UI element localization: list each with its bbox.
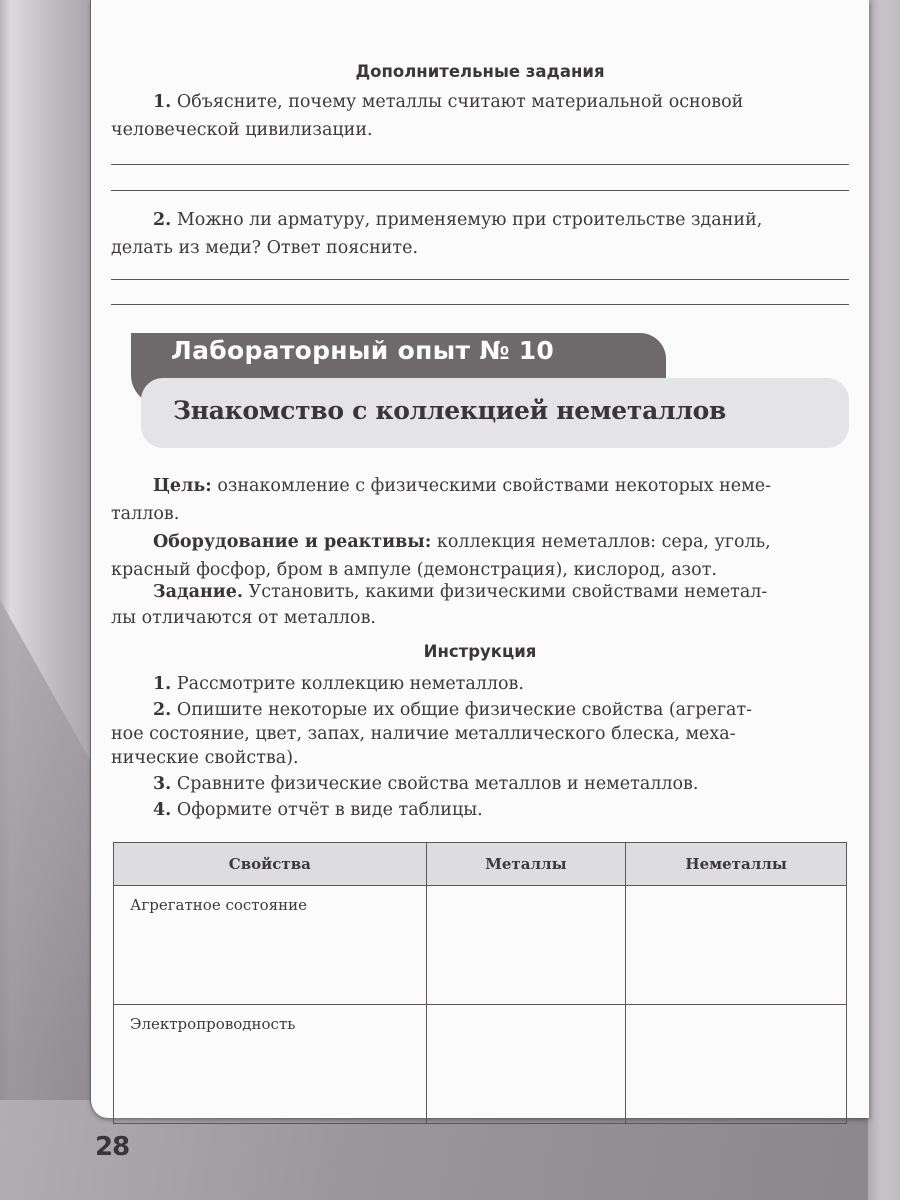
answer-line[interactable] [111, 190, 849, 191]
goal-label: Цель: [153, 476, 212, 496]
instruction-step-2-line-2: ное состояние, цвет, запах, наличие металлического блеска, меха- [111, 724, 736, 744]
instruction-step-3 [111, 770, 849, 798]
lab-goal [111, 472, 849, 500]
instructions-title: Инструкция [423, 642, 537, 661]
table-row [114, 886, 847, 1005]
step-text: Рассмотрите коллекцию неметаллов. [176, 674, 524, 694]
answer-line[interactable] [111, 304, 849, 305]
goal-text: ознакомление с физическими свойствами некоторых неме- [217, 476, 772, 496]
lab-task [111, 578, 849, 606]
header-metals: Металлы [426, 843, 626, 886]
step-text: Опишите некоторые их общие физические свойства (агрегат- [176, 700, 753, 720]
step-number: 2. [153, 700, 172, 720]
property-cell: Электропроводность [114, 1005, 427, 1124]
lab-title: Знакомство с коллекцией неметаллов [173, 396, 727, 425]
header-properties: Свойства [114, 843, 427, 886]
instruction-step-4 [111, 796, 849, 824]
table-header-row [114, 843, 847, 886]
instruction-step-2-line-3: нические свойства). [111, 748, 299, 768]
task-text: Объясните, почему металлы считают материальной основой [176, 92, 744, 112]
step-number: 4. [153, 800, 172, 820]
task-1-line-2: человеческой цивилизации. [111, 120, 373, 140]
step-text: Оформите отчёт в виде таблицы. [176, 800, 483, 820]
task-text: Установить, какими физическими свойствами неметал- [248, 582, 768, 602]
lab-task-line-2: лы отличаются от металлов. [111, 608, 376, 628]
answer-line[interactable] [111, 279, 849, 280]
answer-line[interactable] [111, 164, 849, 165]
task-text: Можно ли арматуру, применяемую при строительстве зданий, [176, 210, 763, 230]
background-right-strip [868, 0, 900, 1200]
page-number: 28 [95, 1132, 130, 1162]
task-label: Задание. [153, 582, 243, 602]
step-text: Сравните физические свойства металлов и неметаллов. [176, 774, 699, 794]
table-row [114, 1005, 847, 1124]
equipment-text: коллекция неметаллов: сера, уголь, [436, 532, 771, 552]
lab-goal-line-2: таллов. [111, 504, 180, 524]
step-number: 3. [153, 774, 172, 794]
workbook-page [90, 0, 869, 1118]
nonmetals-answer-cell[interactable] [626, 1005, 847, 1124]
task-1 [111, 88, 849, 116]
equipment-label: Оборудование и реактивы: [153, 532, 432, 552]
task-2-line-2: делать из меди? Ответ поясните. [111, 238, 419, 258]
section-title-additional-tasks: Дополнительные задания [355, 62, 605, 81]
instruction-step-1 [111, 670, 849, 698]
lab-equipment-line-2: красный фосфор, бром в ампуле (демонстрация), кислород, азот. [111, 560, 717, 580]
task-number: 1. [153, 92, 172, 112]
lab-equipment [111, 528, 849, 556]
metals-answer-cell[interactable] [426, 1005, 626, 1124]
task-2 [111, 206, 849, 234]
report-table [113, 842, 847, 1124]
property-cell: Агрегатное состояние [114, 886, 427, 1005]
lab-number-label: Лабораторный опыт № 10 [171, 336, 555, 365]
metals-answer-cell[interactable] [426, 886, 626, 1005]
header-nonmetals: Неметаллы [626, 843, 847, 886]
step-number: 1. [153, 674, 172, 694]
nonmetals-answer-cell[interactable] [626, 886, 847, 1005]
task-number: 2. [153, 210, 172, 230]
